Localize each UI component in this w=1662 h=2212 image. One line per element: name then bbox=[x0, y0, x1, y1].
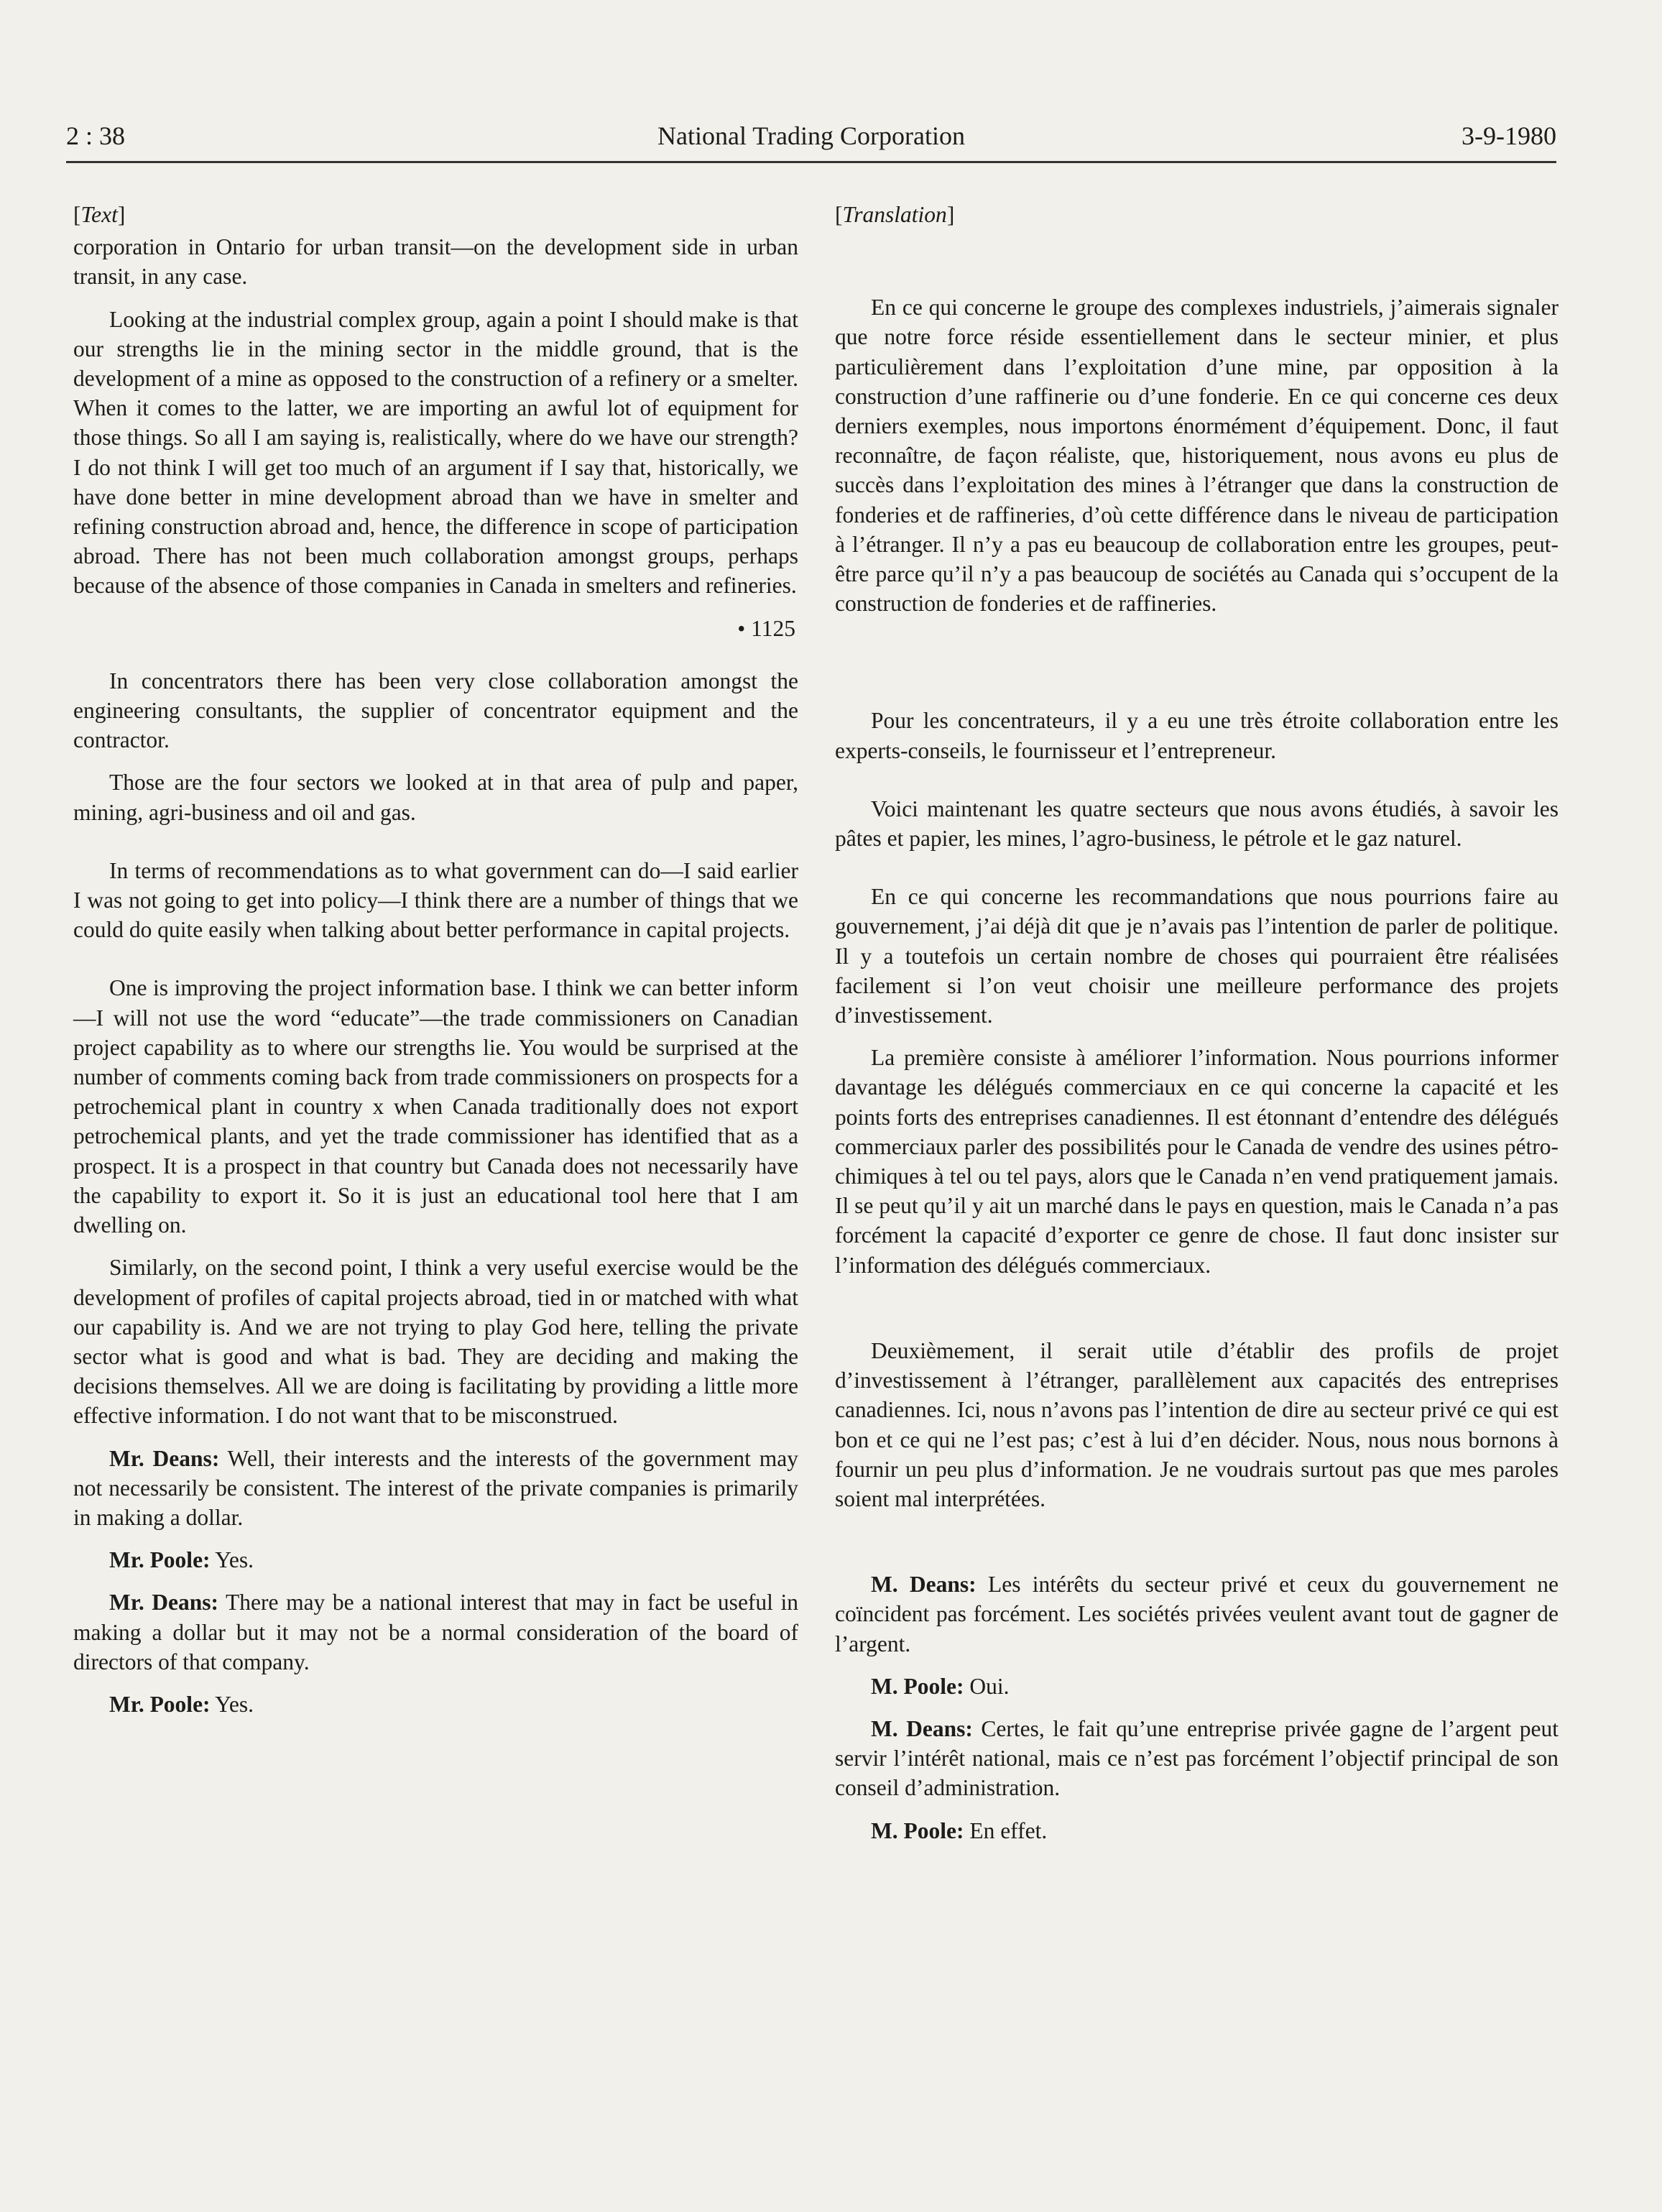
speaker-name: M. Poole: bbox=[871, 1817, 964, 1843]
time-marker: • 1125 bbox=[737, 615, 795, 641]
speaker-paragraph bbox=[73, 1545, 798, 1575]
speaker-paragraph bbox=[835, 1570, 1559, 1659]
paragraph: Looking at the industrial complex group, again a point I should make is that our strengths lie in the mining sector in the middle ground, that is the development of a mine as opposed to the construction of a refinery or a smelter. When it comes to the latter, we are importing an awful lot of equipment for those things. So all I am saying is, realistically, where do we have our strength? I do not think I will get too much of an argument if I say that, historically, we have done better in mine development abroad than we have in smelter and refining construction abroad and, hence, the difference in scope of participation abroad. There has not been much collaboration amongst groups, perhaps because of the absence of those companies in Canada in smelters and refineries. bbox=[73, 306, 798, 599]
speaker-paragraph bbox=[73, 1690, 798, 1719]
speaker-name: M. Poole: bbox=[871, 1673, 964, 1699]
english-column bbox=[73, 200, 798, 1719]
paragraph: Pour les concentrateurs, il y a eu une très étroite collaboration entre les experts-conseils, le fournisseur et l’entrepreneur. bbox=[835, 708, 1559, 763]
page-title: National Trading Corporation bbox=[657, 121, 965, 150]
french-column bbox=[835, 200, 1559, 1845]
paragraph: Deuxièmement, il serait utile d’établir des profils de projet d’investissement à l’étranger, parallèlement aux capacités des entreprises canadiennes. Ici, nous n’avons pas l’intention de dire au secteur privé ce qui est bon et ce qui ne l’est pas; c’est à lui d’en décider. Nous, nous nous bornons à fournir un peu plus d’information. Je ne voudrais surtout pas que mes paroles soient mal interprétées. bbox=[835, 1337, 1559, 1511]
paragraph: corporation in Ontario for urban transit—on the development side in urban transit, in any case. bbox=[73, 234, 798, 290]
page-header bbox=[66, 121, 1556, 163]
paragraph: Voici maintenant les quatre secteurs que nous avons étudiés, à savoir les pâtes et papier, les mines, l’agro-business, le pétrole et le gaz naturel. bbox=[835, 796, 1559, 852]
paragraph: One is improving the project information base. I think we can better inform—I will not use the word “educate”—the trade commissioners on Canadian project capability as to where our strengths lie. You would be surprised at the number of comments coming back from trade commissioners on prospects for a petrochemical plant in country x when Canada traditionally does not export petrochemical plants, and yet the trade commissioner has identified that as a prospect. It is a prospect in that country but Canada does not necessarily have the capability to export it. So it is just an educational tool here that I am dwelling on. bbox=[73, 975, 798, 1238]
paragraph: En ce qui concerne le groupe des complexes industriels, j’aimerais signaler que notre force réside essentiellement dans le secteur minier, et plus particulièrement dans l’exploitation d’une mine, par opposition à la construction d’une raffinerie ou d’une fonderie. En ce qui concerne ces deux derniers exemples, nous importons énormément d’équipement. Donc, il faut reconnaître, de façon réaliste, que, historiquement, nous avons eu plus de succès dans l’exploitation des mines à l’étranger que dans la construction de fonderies et de raffineries, d’où cette différence dans le niveau de participation à l’étranger. Il n’y a pas eu beaucoup de collaboration entre les groupes, peut-être parce qu’il n’y a pas beaucoup de sociétés au Canada qui s’occupent de la construction de fonderies et de raffineries. bbox=[835, 295, 1559, 617]
speaker-text: Certes, le fait qu’une entreprise privée gagne de l’argent peut servir l’intérêt national, mais ce n’est pas forcément l’objectif principal de son conseil d’administration. bbox=[835, 1715, 1559, 1801]
speaker-name: Mr. Poole: bbox=[109, 1547, 211, 1573]
speaker-paragraph bbox=[73, 1587, 798, 1677]
speaker-name: Mr. Deans: bbox=[109, 1445, 220, 1471]
page-date: 3-9-1980 bbox=[1462, 121, 1556, 150]
speaker-paragraph bbox=[73, 1444, 798, 1533]
paragraph: La première consiste à améliorer l’information. Nous pourrions informer davantage les délégués commerciaux en ce qui concerne la capacité et les points forts des entreprises canadiennes. Il est étonnant d’entendre des délégués commerciaux parler des possibilités pour le Canada de vendre des usines pétro-chimiques à tel ou tel pays, alors que le Canada n’en vend pratiquement jamais. Il se peut qu’il y ait un marché dans le pays en question, mais le Canada n’a pas forcément la capacité d’exporter ce genre de chose. Il faut donc insister sur l’information des délégués commerciaux. bbox=[835, 1045, 1559, 1278]
paragraph: En ce qui concerne les recommandations que nous pourrions faire au gouvernement, j’ai déjà dit que je n’avais pas l’intention de parler de politique. Il y a toutefois un certain nombre de choses qui pourraient être réalisées facilement si l’on veut choisir une meilleure performance des projets d’investissement. bbox=[835, 884, 1559, 1028]
speaker-paragraph bbox=[835, 1672, 1559, 1701]
speaker-text: There may be a national interest that may in fact be useful in making a dollar but it may not be a normal consideration of the board of directors of that company. bbox=[73, 1590, 798, 1674]
column-label-text: [Text] bbox=[73, 202, 126, 227]
column-label: Text bbox=[80, 202, 118, 227]
speaker-text: Yes. bbox=[210, 1547, 254, 1573]
speaker-text: En effet. bbox=[964, 1817, 1048, 1843]
paragraph: In terms of recommendations as to what government can do—I said earlier I was not going to get into policy—I think there are a number of things that we could do quite easily when talking about better performance in capital projects. bbox=[73, 857, 798, 943]
page-number: 2 : 38 bbox=[66, 121, 126, 150]
speaker-name: Mr. Deans: bbox=[109, 1590, 219, 1616]
speaker-text: Oui. bbox=[964, 1673, 1010, 1699]
speaker-name: M. Deans: bbox=[871, 1715, 973, 1741]
speaker-name: M. Deans: bbox=[871, 1572, 977, 1598]
paragraph: In concentrators there has been very close collaboration amongst the engineering consultants, the supplier of concentrator equipment and the contractor. bbox=[73, 668, 798, 753]
speaker-text: Les intérêts du secteur privé et ceux du gouvernement ne coïncident pas forcément. Les sociétés privées veulent avant tout de gagner de l’argent. bbox=[835, 1572, 1559, 1656]
paragraph: Those are the four sectors we looked at in that area of pulp and paper, mining, agri-business and oil and gas. bbox=[73, 770, 798, 825]
speaker-paragraph bbox=[835, 1714, 1559, 1803]
column-label: Translation bbox=[842, 202, 947, 227]
speaker-name: Mr. Poole: bbox=[109, 1691, 211, 1717]
speaker-text: Yes. bbox=[210, 1691, 254, 1717]
speaker-paragraph bbox=[835, 1816, 1559, 1845]
column-label-translation: [Translation] bbox=[835, 202, 955, 227]
speaker-text: Well, their interests and the interests of the government may not necessarily be consistent. The interest of the private companies is primarily in making a dollar. bbox=[73, 1445, 798, 1530]
paragraph: Similarly, on the second point, I think a very useful exercise would be the development of profiles of capital projects abroad, tied in or matched with what our capability is. And we are not trying to play God here, telling the private sector what is good and what is bad. They are deciding and making the decisions themselves. All we are doing is facilitating by providing a little more effective information. I do not want that to be misconstrued. bbox=[73, 1255, 798, 1429]
